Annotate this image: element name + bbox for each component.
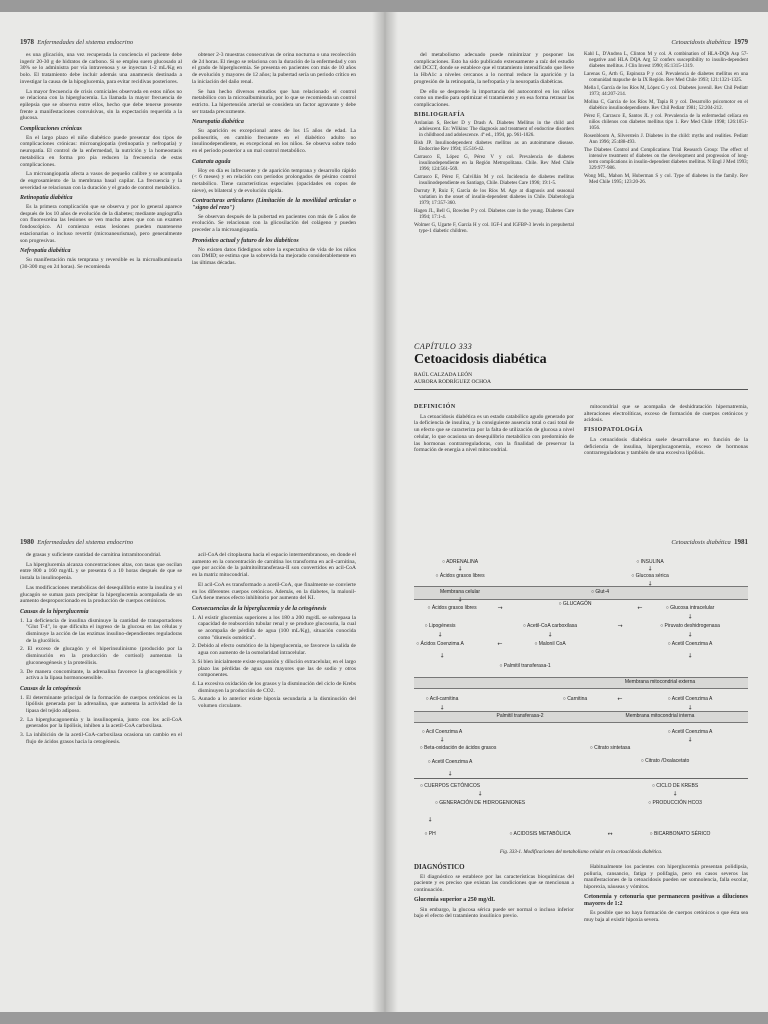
section-heading: Pronóstico actual y futuro de los diabéticos [192, 237, 299, 244]
reference: Wong ML, Mahon M, Huberman S y col. Type of diabetes in the family. Rev Med Chile 1995; 123:20-26. [584, 174, 748, 185]
diagram-node-membrana-mito-interna: Membrana mitocondrial interna [625, 713, 695, 719]
flow-arrow: ↓ [687, 631, 693, 639]
list-item: 3. Si bien inicialmente existe expansión y dilución extracelular, en el largo plazo las pérdidas de agua son mayores que las de sodio y otros componentes. [192, 658, 356, 679]
reference: Kahl L, D'Andrea L, Clinton M y col. A combination of HLA-DQb Asp 57-negative and HLA DQA Arg 52 confers susceptibility to insulin-dependent diabetes mellitus. J Clin Invest 1990; 85:1315-1319. [584, 52, 748, 69]
flow-arrow: → [617, 622, 623, 630]
bibliography-heading: BIBLIOGRAFÍA [414, 111, 466, 118]
paragraph: de grasas y suficiente cantidad de carnitina intramitocondrial. [26, 552, 162, 558]
flow-arrow: ↓ [477, 790, 483, 798]
reference: Pérez F, Carrasco E, Santos JL y col. Prevalencia de la enfermedad celíaca en niños chilenos con diabetes mellitus tipo 1. Rev Med Chile 1998; 126:1051-1056. [584, 114, 748, 131]
flow-arrow: ↓ [457, 565, 463, 573]
page-1979 [400, 12, 762, 512]
diagram-node-glucosa-serica: ○ Glucosa sérica [631, 573, 669, 579]
page-number: 1978 [20, 38, 34, 46]
physiopathology-column [584, 404, 748, 460]
paragraph: mitocondrial que se acompaña de deshidratación hipernatremia, alteraciones electrolíticas, exceso de formación de cuerpos cetónicos y acidosis. [584, 404, 748, 424]
diagram-node-acil-carnitina: ○ Acil-carnitina [425, 696, 459, 702]
running-head-title: Cetoacidosis diabética [671, 39, 731, 46]
page-number: 1980 [20, 538, 34, 546]
definition-column [414, 404, 574, 457]
running-head [20, 538, 356, 546]
metabolism-flow-diagram [400, 556, 762, 846]
paragraph: acil-CoA del citoplasma hacia el espacio intermembranoso, en donde el aumento en la concentración de carnitina los transforma en acil-carnitina, que por acción de la palmitoiltransferasa-II son convertidos en acil-CoA en la matriz mitocondrial. [192, 552, 356, 579]
diagram-node-glucosa-intracelular: ○ Glucosa intracelular [665, 605, 715, 611]
paragraph: La microangiopatía afecta a vasos de pequeño calibre y se acompaña de engrosamiento de la membrana basal capilar. La frecuencia y la severidad se relacionan con la duración y el grado de control metabólico. [20, 171, 182, 191]
text-column-1 [414, 52, 574, 237]
section-heading: Contracturas articulares (Limitación de la movilidad articular o "signo del rezo") [192, 198, 356, 212]
reference: Molina C, Garcia de los Ríos M, Tapia R y col. Desarrollo psicomotor en el diabético insulinodependiente. Rev Chil Pediatr 1981; 52:204-212. [584, 100, 748, 111]
text-column-1 [20, 52, 182, 273]
paragraph: No existen datos fidedignos sobre la expectativa de vida de los niños con DMID; se estima que la sobrevida ha mejorado considerablemente en las últimas décadas. [192, 246, 356, 266]
section-heading: Neuropatía diabética [192, 119, 244, 126]
paragraph: Es la primera complicación que se observa y por lo general aparece después de los 10 años de evolución de la diabetes; mediante angiografía con fluoresceína las lesiones se ven mucho antes que con un examen fondoscópico. Al comienzo estas lesiones pueden mantenerse estacionarias o incluso revertir (microaneurismas), pero generalmente son progresivas. [20, 204, 182, 244]
diagnostic-criterion: Glucemia superior a 250 mg/dL [414, 896, 496, 903]
reference: Carrasco E, López G, Pérez V y col. Prevalencia de diabetes insulinodependiente en la Región Metropolitana. Chile. Rev Med Chile 1996; 124:561-569. [414, 155, 574, 173]
paragraph: En el largo plazo el niño diabético puede presentar dos tipos de complicaciones crónicas: microangiopatía (retinopatía y nefropatía) y neuropatía. El control de la enfermedad, la nutrición y la homeostasis metabólica en forma pro pia reducen la frecuencia de estas complicaciones. [20, 134, 182, 168]
top-page-spread [0, 12, 768, 512]
membrane-mito-ext-band [414, 677, 748, 689]
reference: Hagen JL, Bell G, Bowden P y col. Diabetes care in the young. Diabetes Care 1994; 17:1-4. [414, 209, 574, 221]
text-column-2 [584, 52, 748, 188]
paragraph: De ello se desprende la importancia del autocontrol en los niños como un medio para optimizar el tratamiento y en esa forma retrasar las complicaciones. [414, 88, 574, 108]
diagram-node-piruvato-deshidrogenasa: ○ Piruvato deshidrogenasa [660, 623, 720, 629]
flow-arrow: ← [637, 604, 643, 612]
paragraph: La cetoacidosis diabética es un estado catabólico agudo generado por la deficiencia de insulina, y la consiguiente ausencia total o casi total de un efecto que se caracteriza por la falta de utilización de glucosa a nivel celular, lo que ocasiona un desequilibrio metabólico con predominio de las hormonas contrarreguladoras, con la finalidad de preservar la formación de energía a nivel mitocondrial. [414, 413, 574, 454]
paragraph: obtener 2-3 muestras consecutivas de orina nocturna o una recolección de 24 horas. El riesgo se relaciona con la duración de la enfermedad y con el grado de hiperglucemia. Se presenta en pacientes con más de 10 años de evolución y mayores de 12 años; la pubertad sería un periodo crítico en la iniciación del daño renal. [192, 52, 356, 85]
paragraph: El acil-CoA es transformado a acetil-CoA, que finalmente se convierte en los diferentes cuerpos cetónicos. Además, en la diabetes, la malonil-CoA tiene menos efecto inhibitorio por aumento del KI. [192, 581, 356, 602]
text-column-2 [192, 552, 356, 712]
diagram-node-acetil-coa-3: ○ Acetil Coenzima A [667, 729, 713, 735]
list-item: 2. Debido al efecto osmótico de la hiperglucemia, se favorece la salida de agua con aumento de la osmolaridad intracelular. [192, 643, 356, 657]
diagram-node-glucagon: ○ GLUCAGÓN [558, 601, 592, 607]
diagram-node-ac-grasos-libres: ○ Ácidos grasos libres [427, 605, 477, 611]
flow-arrow: ↓ [687, 704, 693, 712]
running-head-title: Enfermedades del sistema endocrino [37, 39, 134, 46]
reference: The Diabetes Control and Complications Trial Research Group: The effect of intensive treatment of diabetes on the development and progression of long-term complications in insulin-dependent diabetes mellitus. N Engl J Med 1993; 329:977-986. [584, 148, 748, 171]
diagnostic-criterion: Cetonemia y cetonuria que permanecen positivas a diluciones mayores de 1:2 [584, 893, 748, 907]
page-number: 1979 [734, 38, 748, 46]
page-1978 [6, 12, 370, 512]
membrane-mito-int-band [414, 711, 748, 723]
paragraph: Se observan después de la pubertad en pacientes con más de 5 años de evolución. Se relacionan con la glicosilación del colágeno y pueden preceder a la microangiopatía. [192, 213, 356, 234]
flow-arrow: ↓ [687, 613, 693, 621]
page-1980 [6, 512, 370, 1012]
flow-arrow: ← [617, 695, 623, 703]
diagram-node-acetil-coenzima-a: ○ Acetil Coenzima A [667, 641, 713, 647]
paragraph: Su aparición es excepcional antes de los 15 años de edad. La polineuritis, en cambio frecuente en el diabético adulto no insulinodependiente, es excepcional en los niños. Se observa sobre todo en el período posterior a un mal control metabólico. [192, 128, 356, 155]
diagram-node-citrato-oxalacetato: ○ Citrato /Oxalacetato [640, 758, 690, 764]
diagram-node-acidos-coenzima-a: ○ Ácidos Coenzima A [416, 641, 464, 647]
diagram-node-citrato-sintetasa: ○ Citrato sintetasa [589, 745, 631, 751]
paragraph: del metabolismo adecuado puede minimizar y posponer las complicaciones. Esto ha sido publicado extensamente a raíz del estudio del DCCT, donde se establece que el tratamiento intensificado que lleve la HbA1c a niveles cercanos a lo normal reduce la aparición y la progresión de la retinopatía, la nefropatía y la neuropatía diabéticas. [414, 52, 574, 85]
flow-arrow: ↓ [439, 736, 445, 744]
reference: Wolmer G, Ugarte F, García H y col. IGF-I and IGFBP-3 levels in prepubertal type-1 diabetic children. [414, 223, 574, 235]
flow-arrow: ↔ [607, 830, 613, 838]
section-heading: DEFINICIÓN [414, 404, 456, 410]
list-item: 5. Aunado a lo anterior existe hipoxia secundaria a la disminución del volumen circulante. [192, 696, 356, 710]
flow-arrow: ↓ [437, 631, 443, 639]
paragraph: Las modificaciones metabólicas del desequilibrio entre la insulina y el glucagón se suman para precipitar la hiperglucemia acompañada de un aumento desproporcionado en la producción de cuerpos cetónicos. [20, 584, 182, 605]
section-heading: Retinopatía diabética [20, 195, 73, 202]
reference: Durruty P, Ruiz F, García de los Ríos M. Age at diagnosis and seasonal variation in the onset of insulin-dependent diabetes in Chile. Diabetologia 1979; 17:357-360. [414, 189, 574, 207]
section-heading: Causas de la cetogénesis [20, 685, 81, 692]
chapter-author: AURORA RODRÍGUEZ OCHOA [414, 379, 492, 385]
section-heading: Consecuencias de la hiperglucemia y de la cetogénesis [192, 605, 327, 612]
reference: Bish JP. Insulinodependent diabetes mellitus as an autoimmune disease. Endocrine Rev 1994; 15:516-42. [414, 141, 574, 153]
page-1981 [400, 512, 762, 1012]
section-heading: Complicaciones crónicas [20, 126, 82, 133]
flow-arrow: ← [497, 640, 503, 648]
diagram-node-acidosis-metabolica: ○ ACIDOSIS METABÓLICA [509, 831, 571, 837]
section-heading: FISIOPATOLOGÍA [584, 427, 644, 434]
list-item: 1. El determinante principal de la formación de cuerpos cetónicos es la lipólisis generada por la adrenalina, que aumenta la actividad de la lipasa del tejido adiposo. [20, 694, 182, 715]
reference: Arslanian S, Becker D y Drash A. Diabetes Mellitus in the child and adolescent. En: Wilkins: The diagnosis and treatment of endocrine disorders in childhood and adolescence. 4ª ed., 1994, pp. 961-1026. [414, 121, 574, 139]
flow-arrow: ↓ [427, 816, 433, 824]
diagram-node-acetil-coa-2: ○ Acetil Coenzima A [667, 696, 713, 702]
diagram-node-acetil-coa-4: ○ Acetil Coenzima A [427, 759, 473, 765]
list-item: 4. La excesiva oxidación de los grasos y la disminución del ciclo de Krebs disminuyen la producción de CO2. [192, 680, 356, 694]
paragraph: La hiperglucemia alcanza concentraciones altas, con tasas que oscilan entre 800 a 160 mg/dL y se presenta 6 a 10 horas después de que se instala la insulinopenia. [20, 561, 182, 582]
paragraph: Su manifestación más temprana y reversible es la microalbuminuria (30-300 mg en 24 horas). Se recomienda [20, 256, 182, 270]
diagram-node-glut4: ○ Glut-4 [590, 589, 610, 595]
list-item: 1. La deficiencia de insulina disminuye la cantidad de transportadores "Glut T-4", lo que dificulta el ingreso de la glucosa en las células y disminuye la acción de las enzimas insulino-dependientes reguladoras de la glucólisis. [20, 617, 182, 644]
section-heading: Nefropatía diabética [20, 248, 71, 255]
diagram-node-membrana-celular: Membrana celular [439, 589, 481, 595]
paragraph: es una glicación, una vez recuperada la conciencia el paciente debe ingerir 20-30 g de hidratos de carbono. Si se emplea suero glucosado al 30% se lo administra por vía intravenosa y se inyectan 1-2 mL/Kg en bolo. El tratamiento debe incluir además una anamnesis destinada a investigar la causa de la hipoglucemia, para evitar recidivas posteriores. [20, 52, 182, 85]
diagram-node-adrenalina: ○ ADRENALINA [441, 559, 479, 565]
diagram-node-palmitil-transferasa-2: Palmitil transferasa-2 [496, 713, 544, 719]
paragraph: Se han hecho diversos estudios que han relacionado el control metabólico con la microalbuminuria, por lo que se recomienda un control estricto. La hipertensión arterial se considera un factor agravante y debe ser tratada precozmente. [192, 88, 356, 115]
text-column-2 [584, 864, 748, 927]
section-heading: DIAGNÓSTICO [414, 863, 465, 871]
diagram-node-acetil-carboxilasa: ○ Acetil-CoA carboxilasa [522, 623, 578, 629]
divider [414, 389, 748, 390]
section-heading: Catarata aguda [192, 158, 231, 165]
running-head [414, 538, 748, 546]
list-item: 2. El exceso de glucagón y el hiperinsulinismo (producido por la disminución en la producción de cortisol) aumentan la gluconeogénesis y la proteólisis. [20, 646, 182, 666]
flow-arrow: ↓ [439, 704, 445, 712]
diagram-node-ciclo-krebs: ○ CICLO DE KREBS [651, 783, 699, 789]
running-head [414, 38, 748, 46]
running-head-title: Enfermedades del sistema endocrino [37, 539, 134, 546]
running-head [20, 38, 356, 46]
flow-arrow: ↓ [687, 652, 693, 660]
paragraph: El diagnóstico se establece por las características bioquímicas del paciente y es preciso que existan las condiciones que se mencionan a continuación. [414, 873, 574, 894]
text-column-1 [20, 552, 182, 748]
flow-arrow: ↓ [672, 790, 678, 798]
chapter-title: Cetoacidosis diabética [414, 352, 547, 367]
running-head-title: Cetoacidosis diabética [671, 539, 731, 546]
flow-arrow: ↓ [447, 770, 453, 778]
page-number: 1981 [734, 538, 748, 546]
text-column-2 [192, 52, 356, 270]
list-item: 3. La inhibición de la acetil-CoA-carboxilasa ocasiona un cambio en el flujo de ácidos grasos hacia la cetogénesis. [20, 732, 182, 745]
flow-arrow: ↓ [547, 631, 553, 639]
flow-arrow: ↓ [457, 596, 463, 604]
paragraph: La mayor frecuencia de crisis comiciales observada en estos niños no se relaciona con la hiperglucemia. La llamada la mayor frecuencia de epilepsia que se observa entre ellos, hecho que debe tenerse presente frente a manifestaciones convulsivas, sin la expectación requerida a la glucosa. [20, 88, 182, 122]
diagram-node-palmitil-transferasa-1: ○ Palmitil transferasa-1 [499, 663, 551, 669]
list-item: 3. De manera concomitante, la adrenalina favorece la glucogenólisis y activa a la lipasa hormonosensible. [20, 668, 182, 682]
chapter-number: CAPÍTULO 333 [414, 342, 473, 351]
list-item: 1. Al existir glucemias superiores a los 180 a 200 mg/dL se sobrepasa la capacidad de reabsorción tubular renal y se produce glucosuria, la cual se acompaña de pérdida de agua (100 mL/Kg), situación conocida como "diuresis osmótica". [192, 614, 356, 641]
flow-arrow: → [497, 604, 503, 612]
diagram-node-generacion-hidrogeniones: ○ GENERACIÓN DE HIDROGENIONES [434, 800, 526, 806]
figure-caption: Fig. 333-1. Modificaciones del metabolismo celular en la cetoacidosis diabética. [499, 850, 663, 855]
flow-arrow: ↓ [439, 652, 445, 660]
flow-arrow: ↓ [687, 736, 693, 744]
flow-arrow: ↓ [647, 580, 653, 588]
paragraph: Sin embargo, la glucosa sérica puede ser normal o incluso inferior bajo el efecto del tratamiento insulínico previo. [414, 906, 574, 920]
flow-arrow: ↓ [647, 565, 653, 573]
book-gutter [372, 12, 398, 512]
chapter-opener [414, 342, 748, 395]
bottom-page-spread [0, 512, 768, 1012]
list-item: 2. La hiperglucagonemia y la insulinopenia, junto con los acil-CoA generados por la lipólisis, inhiben a la acetil-CoA carboxilasa. [20, 716, 182, 730]
diagram-node-beta-oxidacion: ○ Beta-oxidación de ácidos grasos [419, 745, 497, 751]
chapter-author: RAÚL CALZADA LEÓN [414, 372, 473, 378]
diagram-node-insulina: ○ INSULINA [636, 559, 664, 565]
book-gutter [372, 512, 398, 1012]
paragraph: Hoy en día es infrecuente y de aparición temprana y desarrollo rápido (< 6 meses) y en relación con períodos prolongados de pésimo control metabólico. Tiene características especiales (opacidades en copos de nieve), es bilateral y de evolución rápida. [192, 167, 356, 194]
diagram-node-malonil-coa: ○ Malonil CoA [534, 641, 566, 647]
paragraph: La cetoacidosis diabética suele desarrollarse en función de la deficiencia de insulina, hiperglucagonemia, exceso de hormonas contrarreguladoras y también de una excesiva lipólisis. [584, 436, 748, 457]
diagram-node-produccion-hco3: ○ PRODUCCIÓN HCO3 [648, 800, 702, 806]
diagram-node-acil-coa-3: ○ Acil Coenzima A [421, 729, 463, 735]
reference: Larenas G, Arth G, Espinoza P y col. Prevalencia de diabetes mellitus en una comunidad mapuche de la IX Región. Rev Med Chile 1993; 121:1321-1325. [584, 72, 748, 83]
diagram-node-ac-grasos-libres-top: ○ Ácidos grasos libres [435, 573, 485, 579]
diagram-node-carnitina: ○ Carnitina [562, 696, 588, 702]
diagram-node-bicarbonato-serico: ○ BICARBONATO SÉRICO [649, 831, 711, 837]
diagram-node-cuerpos-cetonicos: ○ CUERPOS CETÓNICOS [419, 783, 481, 789]
paragraph: Es posible que no haya formación de cuerpos cetónicos o que ésta sea muy baja al existir hipoxia severa. [584, 910, 748, 923]
diagram-divider [414, 778, 748, 779]
reference: Mella I, García de los Ríos M, López G y col. Diabetes juvenil. Rev Chil Pediatr 1973; 44:207-214. [584, 86, 748, 97]
reference: Rosenbloom A, Silverstein J. Diabetes in the child: myths and realities. Pediatr Ann 1996; 25:488-493. [584, 134, 748, 145]
section-heading: Causas de la hiperglucemia [20, 608, 89, 615]
text-column-1 [414, 864, 574, 923]
reference: Carrasco E, Pérez F, Calvillán M y col. Incidencia de diabetes mellitus insulinodependiente en Santiago, Chile. Diabetes Care 1996; 19:1-5. [414, 175, 574, 187]
paragraph: Habitualmente los pacientes con hiperglucemia presentan polidipsia, poliuria, cansancio, fatiga y polifagia, pero en casos severos las manifestaciones de la cetoacidosis pueden ser somnolencia, falla escolar, hiporexia, náuseas y vómitos. [584, 864, 748, 891]
diagram-node-lipogenesis: ○ Lipogénesis [424, 623, 456, 629]
diagram-node-membrana-mito-externa: Membrana mitocondrial externa [624, 679, 696, 685]
diagram-node-ph: ○ PH [424, 831, 436, 837]
